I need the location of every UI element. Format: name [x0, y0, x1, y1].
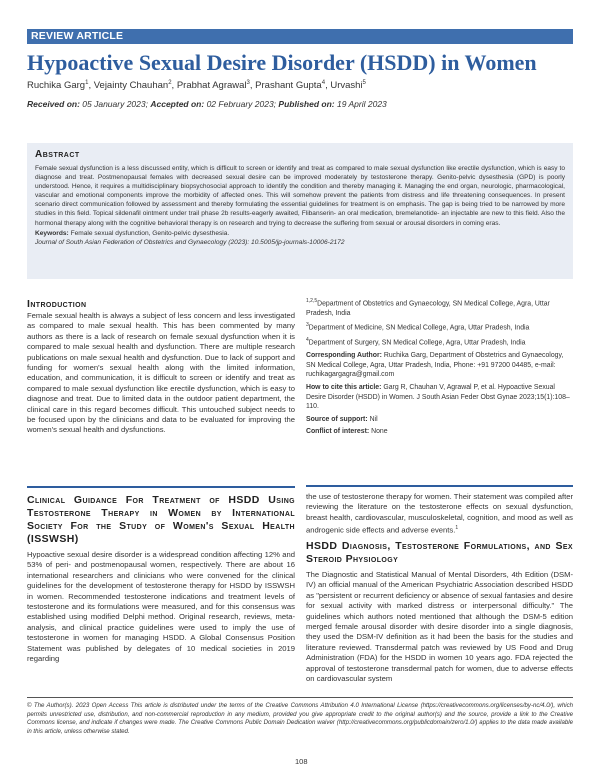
how-to-cite	[306, 383, 573, 412]
affiliation-mark: 4	[306, 337, 309, 344]
introduction-section	[27, 298, 295, 436]
corresponding-text: Ruchika Garg, Department of Obstetrics and Gynaecology, SN Medical College, Agra, Uttar Pradesh, India, Phone: +91 97200 04485, e-mail: ruchikagargagra@gmail.com	[306, 352, 564, 379]
author-name: Urvashi	[330, 80, 363, 92]
affiliations-block	[306, 297, 573, 440]
article-title: Hypoactive Sexual Desire Disorder (HSDD) in Women	[27, 50, 537, 75]
author-affiliation-mark: 3	[246, 80, 250, 86]
conflict-of-interest	[306, 427, 573, 437]
source-of-support	[306, 415, 573, 425]
conflict-value: None	[371, 428, 388, 436]
author-affiliation-mark: 1	[85, 80, 89, 86]
abstract-box	[27, 143, 573, 279]
clinical-guidance-section	[27, 494, 295, 664]
author-name: Vejainty Chauhan	[93, 80, 169, 92]
diagnosis-section	[306, 540, 573, 684]
affiliation	[306, 321, 573, 333]
affiliation-text: Department of Surgery, SN Medical College, Agra, Uttar Pradesh, India	[308, 339, 526, 347]
support-label: Source of support:	[306, 415, 368, 423]
section-divider	[306, 485, 573, 487]
diagnosis-heading: HSDD Diagnosis, Testosterone Formulations, and Sex Steroid Physiology	[306, 540, 573, 565]
affiliation-text: Department of Medicine, SN Medical College, Agra, Uttar Pradesh, India	[308, 324, 530, 332]
received-label: Received on:	[27, 99, 80, 109]
footer-divider	[27, 697, 573, 698]
conflict-label: Conflict of interest:	[306, 428, 370, 436]
doi: (2023): 10.5005/jp-journals-10006-2172	[228, 238, 345, 246]
reference-mark: 1	[455, 525, 459, 532]
keywords-value: Female sexual dysfunction, Genito-pelvic dysesthesia.	[70, 229, 230, 237]
accepted-date: 02 February 2023;	[206, 99, 277, 109]
affiliation	[306, 336, 573, 348]
affiliation	[306, 297, 573, 318]
keywords-label: Keywords:	[35, 229, 69, 237]
author-name: Ruchika Garg	[27, 80, 86, 92]
cite-label: How to cite this article:	[306, 384, 382, 392]
affiliation-mark: 1,2,5	[306, 298, 318, 304]
published-date: 19 April 2023	[337, 99, 387, 109]
author-affiliation-mark: 5	[362, 80, 366, 86]
author-affiliation-mark: 2	[168, 80, 172, 86]
clinical-guidance-heading: Clinical Guidance For Treatment of HSDD Using Testosterone Therapy in Women by International Society For the Study of Women's Sexual Health (ISSWSH)	[27, 494, 295, 545]
section-divider	[27, 486, 295, 488]
keywords	[35, 229, 565, 238]
continuation-body: the use of testosterone therapy for women. Their statement was compiled after reviewing the literature on the testosterone effects on sexual dysfunction, breast health, cardiovascular, musculoskeletal, cognition, and mood as well as androgenic side effects and adverse events.	[306, 492, 573, 535]
published-label: Published on:	[278, 99, 335, 109]
article-type-banner: REVIEW ARTICLE	[27, 29, 573, 44]
support-value: Nil	[369, 415, 378, 423]
author-name: Prashant Gupta	[255, 80, 322, 92]
abstract-text: Female sexual dysfunction is a less discussed entity, which is difficult to screen or identify and treat as compared to male sexual dysfunction like erectile dysfunction, which is easy to diagnose and treat. Postmenopausal females with decreased sexual desire can be improved moderately by testosterone therapy. Genito-pelvic dysesthesia (GPD) is poorly understood. Hence, it requires a multidisciplinary biopsychosocial approach to identify the condition and thereby managing it. Managing the end organ, neurologic, pharmacological, vascular and emotional components improve the morbidity of affected ones. This will somehow prevent the patients from distress and life threatening consequences. In present scenario direct communication followed by assessment and thereby formulating the essential guidelines for treatment is on emphasis. The gap is being tried to be narrowed by more studies in this field. Topical sildenafil ointment under trail phase 2b results-eagerly awaited, Flibanserin- an oral medication, bremelanotide- an injectable are new to this field. Also the hormonal therapy along with the cognitive behavioral therapy is on research and trying to decrease the suffering from sexual or arousal disorders in coming eras.	[35, 165, 565, 227]
affiliation-text: Department of Obstetrics and Gynaecology, SN Medical College, Agra, Uttar Pradesh, India	[306, 300, 550, 317]
continuation-paragraph	[306, 492, 573, 536]
journal-citation	[35, 238, 565, 247]
page-number: 108	[295, 757, 308, 766]
author-name: Prabhat Agrawal	[176, 80, 247, 92]
clinical-guidance-text: Hypoactive sexual desire disorder is a widespread condition affecting 12% and 53% of peri- and postmenopausal women, respectively. There are about 16 international researchers and clinicians who were convened for the clinical guidelines for the development of testosterone therapy for HSDD by ISSWSH in women. Recommended testosterone indications and treatment levels of testosterone and its formulations were measured, and for this consensus was established using modified Delphi method. Original research, reviews, meta-analysis, and clinical practice guidelines were used to imply the use of testosterone in women for managing HSDD. A Global Consensus Position Statement was published by delegates of 10 medical societies in 2019 regarding	[27, 550, 295, 664]
author-affiliation-mark: 4	[321, 80, 326, 86]
corresponding-author	[306, 351, 573, 380]
author-list: Ruchika Garg$^1$, Vejainty Chauhan$^2$, Prabhat Agrawal$^3$, Prashant Gupta$^4$, Urvashi$^5$	[27, 80, 366, 92]
introduction-heading: Introduction	[27, 298, 87, 310]
affiliation-mark: 3	[306, 322, 309, 329]
received-date: 05 January 2023;	[82, 99, 148, 109]
introduction-text: Female sexual health is always a subject of less concern and less investigated as compared to male sexual health. This has been commented by many authors as there is a lack of research on female sexual dysfunction when it is compared to male sexual health and dysfunction. There are multiple research publications on male sexual health and dysfunction. Due to lack of support and funding for women's sexual health along with the limited information, education, and communication, it is difficult to screen or identify and treat as compared to male sexual dysfunction like erectile dysfunction, which is easy to diagnose and treat. Due to limited data in the outdoor patient department, the clinical care in this regard becomes difficult. This untouched subject needs to be focused upon by the clinicians and data to be evaluated for improving the women's sexual health and dysfunctions.	[27, 311, 295, 435]
continuation-text	[306, 492, 573, 536]
journal-name: Journal of South Asian Federation of Obstetrics and Gynaecology	[35, 238, 227, 246]
abstract-heading: Abstract	[35, 149, 80, 160]
diagnosis-text: The Diagnostic and Statistical Manual of Mental Disorders, 4th Edition (DSM-IV) an official manual of the American Psychiatric Association described HSDD as "persistent or recurrent deficiency or absence of sexual fantasies and desire for sexual activity with marked distress or interpersonal difficulty." The guidelines which authors noted mentioned that although the DSM-5 edition merged female arousal disorder with desire disorder into a single diagnosis, they used the DSM-IV definition as it had been the basis for the studies and literature reviewed. Transdermal patch was reviewed by US Food and Drug Administration (FDA) for the HSDD in women 10 years ago. FDA rejected the approval of testosterone transdermal patch for women, due to adverse effects on cardiovascular system	[306, 570, 573, 684]
cite-text: Garg R, Chauhan V, Agrawal P, et al. Hypoactive Sexual Desire Disorder (HSDD) in Women. J South Asian Feder Obst Gynae 2023;15(1):108–110.	[306, 384, 570, 411]
corresponding-label: Corresponding Author:	[306, 352, 382, 360]
accepted-label: Accepted on:	[150, 99, 205, 109]
license-footer: © The Author(s). 2023 Open Access This article is distributed under the terms of the Creative Commons Attribution 4.0 International License (https://creativecommons.org/licenses/by-nc/4.0/), which permits unrestricted use, distribution, and non-commercial reproduction in any medium, provided you give appropriate credit to the original author(s) and the source, provide a link to the Creative Commons license, and indicate if changes were made. The Creative Commons Public Domain Dedication waiver (http://creativecommons.org/publicdomain/zero/1.0/) applies to the data made available in this article, unless otherwise stated.	[27, 702, 573, 736]
publication-dates	[27, 99, 387, 109]
